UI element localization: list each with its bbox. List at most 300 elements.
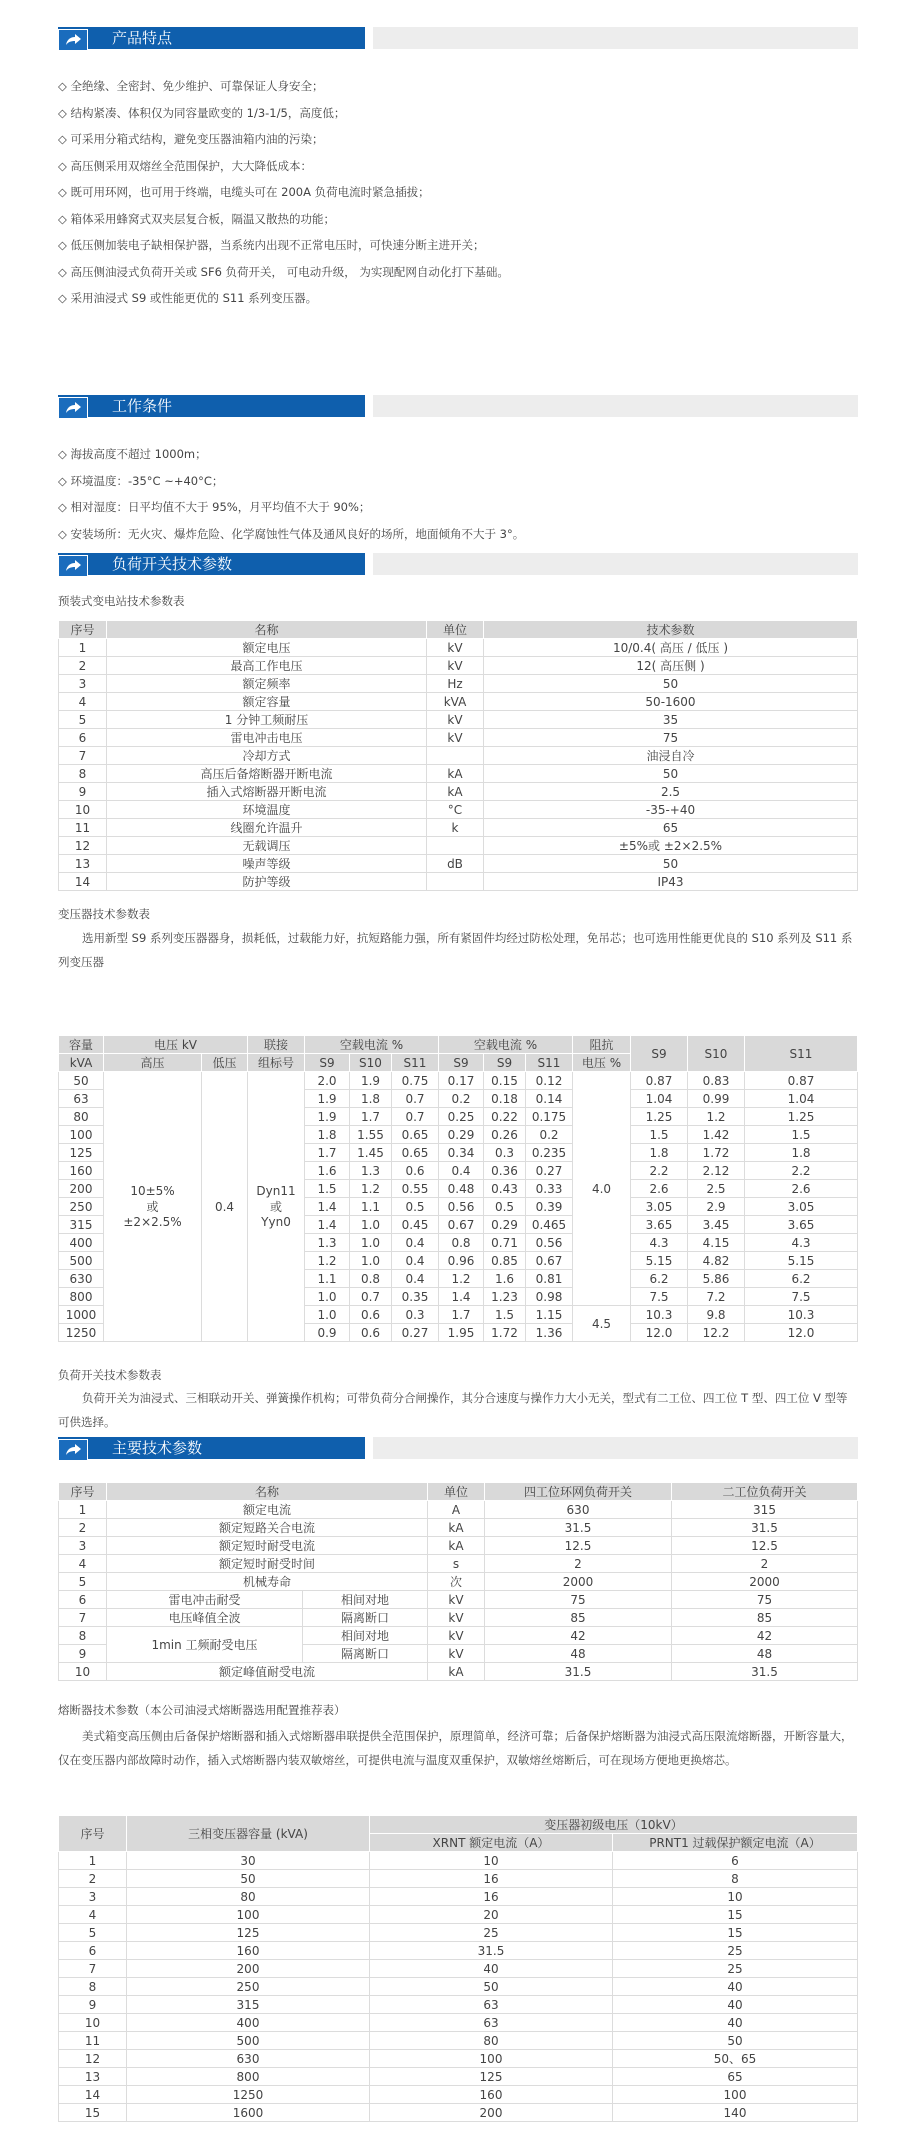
header-capacity: 容量 (59, 1036, 104, 1054)
cell-value: 0.96 (439, 1252, 484, 1270)
cell-value: 1.3 (305, 1234, 350, 1252)
table-row (59, 693, 858, 711)
cell-value: 1.25 (631, 1108, 688, 1126)
cell-no: 11 (59, 2032, 127, 2050)
cell-four-position: 31.5 (485, 1663, 672, 1681)
table-row (59, 1906, 858, 1924)
table-header-row (59, 1483, 858, 1501)
transformer-caption: 变压器技术参数表 (58, 907, 150, 921)
cell-value: 1.2 (305, 1252, 350, 1270)
cell-value: 1.8 (305, 1126, 350, 1144)
cell-capacity: 200 (59, 1180, 104, 1198)
header-s10-loss: S10 (688, 1036, 745, 1072)
cell-capacity: 100 (127, 1906, 370, 1924)
section-divider (373, 553, 858, 575)
cell-value: 1.36 (526, 1324, 573, 1342)
cell-value: 0.45 (392, 1216, 439, 1234)
cell-capacity: 250 (59, 1198, 104, 1216)
cell-value: 5.86 (688, 1270, 745, 1288)
cell-value: 0.8 (439, 1234, 484, 1252)
cell-low-voltage: 0.4 (202, 1072, 248, 1342)
cell-no: 5 (59, 1924, 127, 1942)
cell-value: 0.27 (526, 1162, 573, 1180)
cell-no: 2 (59, 1519, 107, 1537)
cell-no: 10 (59, 801, 107, 819)
cell-value: 0.65 (392, 1126, 439, 1144)
cell-unit: kV (428, 1627, 485, 1645)
cell-unit: dB (427, 855, 484, 873)
cell-four-position: 12.5 (485, 1537, 672, 1555)
cell-value: 75 (484, 729, 858, 747)
cell-capacity: 800 (127, 2068, 370, 2086)
transformer-table (58, 1035, 858, 1342)
cell-no: 7 (59, 1960, 127, 1978)
cell-value: -35-+40 (484, 801, 858, 819)
cell-value: 0.26 (484, 1126, 526, 1144)
cell-name: 电压峰值全波 (107, 1609, 303, 1627)
cell-name: 1 分钟工频耐压 (107, 711, 427, 729)
header-kva: kVA (59, 1054, 104, 1072)
cell-no: 10 (59, 1663, 107, 1681)
header-noload-loss: 空载电流 % (439, 1036, 573, 1054)
cell-unit: k (427, 819, 484, 837)
table-row (59, 783, 858, 801)
cell-no: 10 (59, 2014, 127, 2032)
section-header-conditions (58, 395, 858, 417)
table-row (59, 639, 858, 657)
cell-value: 0.83 (688, 1072, 745, 1090)
cell-value: 1.25 (745, 1108, 858, 1126)
cell-value: 1.55 (350, 1126, 392, 1144)
cell-value: ±5%或 ±2×2.5% (484, 837, 858, 855)
cell-capacity: 1250 (127, 2086, 370, 2104)
cell-value: 3.65 (745, 1216, 858, 1234)
cell-value: 5.15 (631, 1252, 688, 1270)
cell-xrnt: 16 (370, 1870, 613, 1888)
cell-value: 0.9 (305, 1324, 350, 1342)
cell-prnt: 40 (613, 2014, 858, 2032)
table-row (59, 711, 858, 729)
cell-value: 1.0 (305, 1288, 350, 1306)
cell-value: 2.5 (688, 1180, 745, 1198)
table-row (59, 2086, 858, 2104)
cell-value: 0.55 (392, 1180, 439, 1198)
header-s9: S9 (305, 1054, 350, 1072)
cell-value: 1.5 (305, 1180, 350, 1198)
cell-value: 3.05 (745, 1198, 858, 1216)
cell-no: 7 (59, 1609, 107, 1627)
station-params-table (58, 620, 858, 891)
header-primary-voltage: 变压器初级电压（10kV） (370, 1816, 858, 1834)
table-row (59, 2068, 858, 2086)
cell-value: 0.71 (484, 1234, 526, 1252)
cell-value: 4.82 (688, 1252, 745, 1270)
cell-prnt: 25 (613, 1942, 858, 1960)
cell-unit: kV (428, 1645, 485, 1663)
header-impedance-1: 阻抗 (573, 1036, 631, 1054)
cell-unit: A (428, 1501, 485, 1519)
table-row (59, 1573, 858, 1591)
table-row (59, 1501, 858, 1519)
cell-no: 5 (59, 711, 107, 729)
cell-unit (427, 873, 484, 891)
cell-value: 油浸自冷 (484, 747, 858, 765)
cell-four-position: 48 (485, 1645, 672, 1663)
cell-value: 1.1 (305, 1270, 350, 1288)
cell-value: 0.87 (745, 1072, 858, 1090)
cell-value: 0.39 (526, 1198, 573, 1216)
cell-capacity: 200 (127, 1960, 370, 1978)
section-title: 负荷开关技术参数 (112, 555, 233, 573)
cell-value: 10.3 (631, 1306, 688, 1324)
load-switch-table (58, 1482, 858, 1681)
cell-xrnt: 100 (370, 2050, 613, 2068)
section-title: 产品特点 (112, 29, 173, 47)
cell-xrnt: 125 (370, 2068, 613, 2086)
cell-value: 0.15 (484, 1072, 526, 1090)
cell-no: 4 (59, 1906, 127, 1924)
cell-value: 0.65 (392, 1144, 439, 1162)
cell-no: 6 (59, 1942, 127, 1960)
cell-value: 0.14 (526, 1090, 573, 1108)
section-title: 工作条件 (112, 397, 173, 415)
cell-no: 5 (59, 1573, 107, 1591)
cell-capacity: 30 (127, 1852, 370, 1870)
cell-value: 10/0.4( 高压 / 低压 ) (484, 639, 858, 657)
feature-item: ◇ 可采用分箱式结构，避免变压器油箱内油的污染； (58, 132, 324, 146)
cell-value: 0.5 (484, 1198, 526, 1216)
table-row (59, 1663, 858, 1681)
header-xrnt: XRNT 额定电流（A） (370, 1834, 613, 1852)
cell-no: 14 (59, 873, 107, 891)
cell-xrnt: 160 (370, 2086, 613, 2104)
section-bar (58, 27, 365, 49)
cell-xrnt: 50 (370, 1978, 613, 1996)
cell-value: 0.4 (392, 1270, 439, 1288)
cell-no: 3 (59, 1888, 127, 1906)
cell-four-position: 630 (485, 1501, 672, 1519)
feature-item: ◇ 高压侧采用双熔丝全范围保护，大大降低成本： (58, 158, 312, 173)
cell-value: 1.8 (350, 1090, 392, 1108)
feature-item: ◇ 低压侧加装电子缺相保护器，当系统内出现不正常电压时，可快速分断主进开关； (58, 238, 485, 252)
section-divider (373, 395, 858, 417)
cell-name: 环境温度 (107, 801, 427, 819)
cell-capacity: 800 (59, 1288, 104, 1306)
cell-no: 11 (59, 819, 107, 837)
cell-unit: kA (427, 783, 484, 801)
cell-value: IP43 (484, 873, 858, 891)
cell-name: 插入式熔断器开断电流 (107, 783, 427, 801)
cell-capacity: 80 (59, 1108, 104, 1126)
header-no: 序号 (59, 1816, 127, 1852)
cell-value: 65 (484, 819, 858, 837)
cell-value: 0.29 (484, 1216, 526, 1234)
cell-value: 7.2 (688, 1288, 745, 1306)
cell-no: 12 (59, 2050, 127, 2068)
cell-four-position: 75 (485, 1591, 672, 1609)
cell-capacity: 1000 (59, 1306, 104, 1324)
cell-value: 0.3 (484, 1144, 526, 1162)
cell-value: 0.12 (526, 1072, 573, 1090)
cell-value: 1.7 (305, 1144, 350, 1162)
cell-unit: °C (427, 801, 484, 819)
features-list (58, 73, 858, 312)
cell-xrnt: 25 (370, 1924, 613, 1942)
cell-no: 3 (59, 1537, 107, 1555)
cell-four-position: 31.5 (485, 1519, 672, 1537)
cell-prnt: 65 (613, 2068, 858, 2086)
header-two-position: 二工位负荷开关 (672, 1483, 858, 1501)
cell-impedance: 4.0 (573, 1072, 631, 1306)
table-row (59, 2104, 858, 2122)
cell-value: 1.5 (745, 1126, 858, 1144)
cell-unit: 次 (428, 1573, 485, 1591)
cell-xrnt: 200 (370, 2104, 613, 2122)
cell-value: 2.2 (745, 1162, 858, 1180)
cell-value: 1.7 (350, 1108, 392, 1126)
section-bar (58, 395, 365, 417)
cell-value: 0.43 (484, 1180, 526, 1198)
conditions-list (58, 441, 858, 547)
cell-name: 额定短时耐受电流 (107, 1537, 428, 1555)
table-row (59, 675, 858, 693)
cell-value: 2.6 (745, 1180, 858, 1198)
cell-value: 2.0 (305, 1072, 350, 1090)
header-s11-loss: S11 (745, 1036, 858, 1072)
cell-capacity: 1250 (59, 1324, 104, 1342)
cell-value: 0.7 (392, 1108, 439, 1126)
header-prnt: PRNT1 过载保护额定电流（A） (613, 1834, 858, 1852)
cell-xrnt: 10 (370, 1852, 613, 1870)
cell-value: 1.15 (526, 1306, 573, 1324)
table-row (59, 2032, 858, 2050)
cell-prnt: 6 (613, 1852, 858, 1870)
cell-value: 0.6 (350, 1324, 392, 1342)
high-voltage-line: 10±5% (130, 1184, 175, 1198)
cell-value: 0.81 (526, 1270, 573, 1288)
cell-value: 0.4 (392, 1252, 439, 1270)
cell-impedance: 4.5 (573, 1306, 631, 1342)
cell-high-voltage (104, 1072, 202, 1342)
section-header-main-params (58, 1437, 858, 1459)
section-title: 主要技术参数 (112, 1439, 203, 1457)
cell-unit: kA (428, 1663, 485, 1681)
cell-no: 15 (59, 2104, 127, 2122)
cell-capacity: 63 (59, 1090, 104, 1108)
cell-value: 0.34 (439, 1144, 484, 1162)
cell-value: 0.33 (526, 1180, 573, 1198)
high-voltage-line: 或 (146, 1200, 159, 1214)
cell-unit: kV (428, 1609, 485, 1627)
cell-two-position: 12.5 (672, 1537, 858, 1555)
cell-value: 3.65 (631, 1216, 688, 1234)
table-row (59, 1555, 858, 1573)
cell-value: 0.25 (439, 1108, 484, 1126)
cell-value: 1.4 (439, 1288, 484, 1306)
header-s11: S11 (392, 1054, 439, 1072)
cell-xrnt: 20 (370, 1906, 613, 1924)
table-row (59, 2014, 858, 2032)
cell-value: 1.5 (631, 1126, 688, 1144)
cell-value: 0.465 (526, 1216, 573, 1234)
cell-value: 5.15 (745, 1252, 858, 1270)
cell-value: 50 (484, 855, 858, 873)
cell-value: 6.2 (745, 1270, 858, 1288)
high-voltage-line: ±2×2.5% (123, 1215, 182, 1229)
cell-no: 8 (59, 1978, 127, 1996)
condition-item: ◇ 环境温度：-35°C ~+40°C； (58, 473, 224, 488)
cell-capacity: 160 (59, 1162, 104, 1180)
cell-name: 机械寿命 (107, 1573, 428, 1591)
cell-prnt: 40 (613, 1996, 858, 2014)
cell-value: 4.15 (688, 1234, 745, 1252)
cell-capacity: 500 (59, 1252, 104, 1270)
table-header-row (59, 1036, 858, 1054)
header-group-2: 组标号 (248, 1054, 305, 1072)
cell-value: 1.2 (439, 1270, 484, 1288)
cell-name: 雷电冲击耐受 (107, 1591, 303, 1609)
cell-value: 9.8 (688, 1306, 745, 1324)
cell-value: 0.18 (484, 1090, 526, 1108)
section-header-features (58, 27, 858, 49)
cell-two-position: 42 (672, 1627, 858, 1645)
table-header-row (59, 1816, 858, 1834)
header-voltage: 电压 kV (104, 1036, 248, 1054)
cell-capacity: 50 (59, 1072, 104, 1090)
table-row (59, 1888, 858, 1906)
cell-no: 1 (59, 1501, 107, 1519)
table-row (59, 747, 858, 765)
table-row (59, 819, 858, 837)
cell-name: 额定频率 (107, 675, 427, 693)
table-row (59, 801, 858, 819)
cell-value: 0.56 (439, 1198, 484, 1216)
section-divider (373, 27, 858, 49)
cell-value: 0.2 (439, 1090, 484, 1108)
section-header-switch-params (58, 553, 858, 575)
table-row (59, 837, 858, 855)
cell-value: 0.99 (688, 1090, 745, 1108)
table-row (59, 1960, 858, 1978)
table-row (59, 765, 858, 783)
cell-value: 50-1600 (484, 693, 858, 711)
cell-two-position: 2000 (672, 1573, 858, 1591)
cell-value: 0.36 (484, 1162, 526, 1180)
cell-two-position: 48 (672, 1645, 858, 1663)
header-s9b: S9 (484, 1054, 526, 1072)
table-row (59, 1852, 858, 1870)
cell-name: 额定容量 (107, 693, 427, 711)
cell-value: 1.5 (484, 1306, 526, 1324)
cell-xrnt: 80 (370, 2032, 613, 2050)
cell-unit: Hz (427, 675, 484, 693)
cell-capacity: 100 (59, 1126, 104, 1144)
cell-value: 1.04 (745, 1090, 858, 1108)
cell-value: 1.4 (305, 1198, 350, 1216)
feature-item: ◇ 结构紧凑、体积仅为同容量欧变的 1/3-1/5，高度低； (58, 105, 346, 120)
cell-no: 1 (59, 1852, 127, 1870)
cell-unit: kVA (427, 693, 484, 711)
cell-value: 1.4 (305, 1216, 350, 1234)
cell-value: 1.72 (688, 1144, 745, 1162)
cell-value: 0.5 (392, 1198, 439, 1216)
header-name: 名称 (107, 1483, 428, 1501)
cell-four-position: 2000 (485, 1573, 672, 1591)
cell-value: 3.45 (688, 1216, 745, 1234)
cell-unit: kV (427, 657, 484, 675)
cell-no: 3 (59, 675, 107, 693)
cell-value: 0.7 (350, 1288, 392, 1306)
cell-value: 1.8 (745, 1144, 858, 1162)
cell-value: 1.42 (688, 1126, 745, 1144)
cell-group (248, 1072, 305, 1342)
feature-item: ◇ 全绝缘、全密封、免少维护、可靠保证人身安全； (58, 79, 324, 93)
cell-value: 3.05 (631, 1198, 688, 1216)
cell-no: 4 (59, 693, 107, 711)
header-s10: S10 (350, 1054, 392, 1072)
cell-sub-name: 隔离断口 (303, 1645, 428, 1663)
table-row (59, 1978, 858, 1996)
table-row (59, 1591, 858, 1609)
group-line: Yyn0 (261, 1215, 291, 1229)
cell-value: 1.1 (350, 1198, 392, 1216)
table-row (59, 2050, 858, 2068)
cell-value: 0.27 (392, 1324, 439, 1342)
cell-no: 13 (59, 855, 107, 873)
cell-value: 0.98 (526, 1288, 573, 1306)
cell-value: 1.0 (350, 1216, 392, 1234)
cell-value: 0.67 (526, 1252, 573, 1270)
cell-value: 0.4 (439, 1162, 484, 1180)
table-row (59, 1537, 858, 1555)
cell-value: 1.8 (631, 1144, 688, 1162)
cell-value: 50 (484, 675, 858, 693)
cell-prnt: 25 (613, 1960, 858, 1978)
cell-value: 0.2 (526, 1126, 573, 1144)
cell-xrnt: 40 (370, 1960, 613, 1978)
header-param: 技术参数 (484, 621, 858, 639)
cell-value: 0.29 (439, 1126, 484, 1144)
header-no: 序号 (59, 621, 107, 639)
cell-name: 额定峰值耐受电流 (107, 1663, 428, 1681)
cell-name: 雷电冲击电压 (107, 729, 427, 747)
header-group-1: 联接 (248, 1036, 305, 1054)
cell-capacity: 1600 (127, 2104, 370, 2122)
cell-value: 1.9 (305, 1108, 350, 1126)
cell-unit: kV (427, 729, 484, 747)
cell-value: 2.12 (688, 1162, 745, 1180)
cell-value: 2.9 (688, 1198, 745, 1216)
table-row (59, 1870, 858, 1888)
cell-capacity: 160 (127, 1942, 370, 1960)
cell-value: 7.5 (745, 1288, 858, 1306)
cell-capacity: 630 (127, 2050, 370, 2068)
cell-value: 0.35 (392, 1288, 439, 1306)
table-row (59, 729, 858, 747)
cell-value: 0.17 (439, 1072, 484, 1090)
cell-name: 额定电压 (107, 639, 427, 657)
cell-value: 1.9 (305, 1090, 350, 1108)
cell-four-position: 85 (485, 1609, 672, 1627)
cell-prnt: 15 (613, 1924, 858, 1942)
cell-unit: kA (428, 1519, 485, 1537)
cell-prnt: 50 (613, 2032, 858, 2050)
section-divider (373, 1437, 858, 1459)
cell-value: 0.87 (631, 1072, 688, 1090)
cell-value: 0.235 (526, 1144, 573, 1162)
cell-capacity: 50 (127, 1870, 370, 1888)
cell-unit: kV (428, 1591, 485, 1609)
